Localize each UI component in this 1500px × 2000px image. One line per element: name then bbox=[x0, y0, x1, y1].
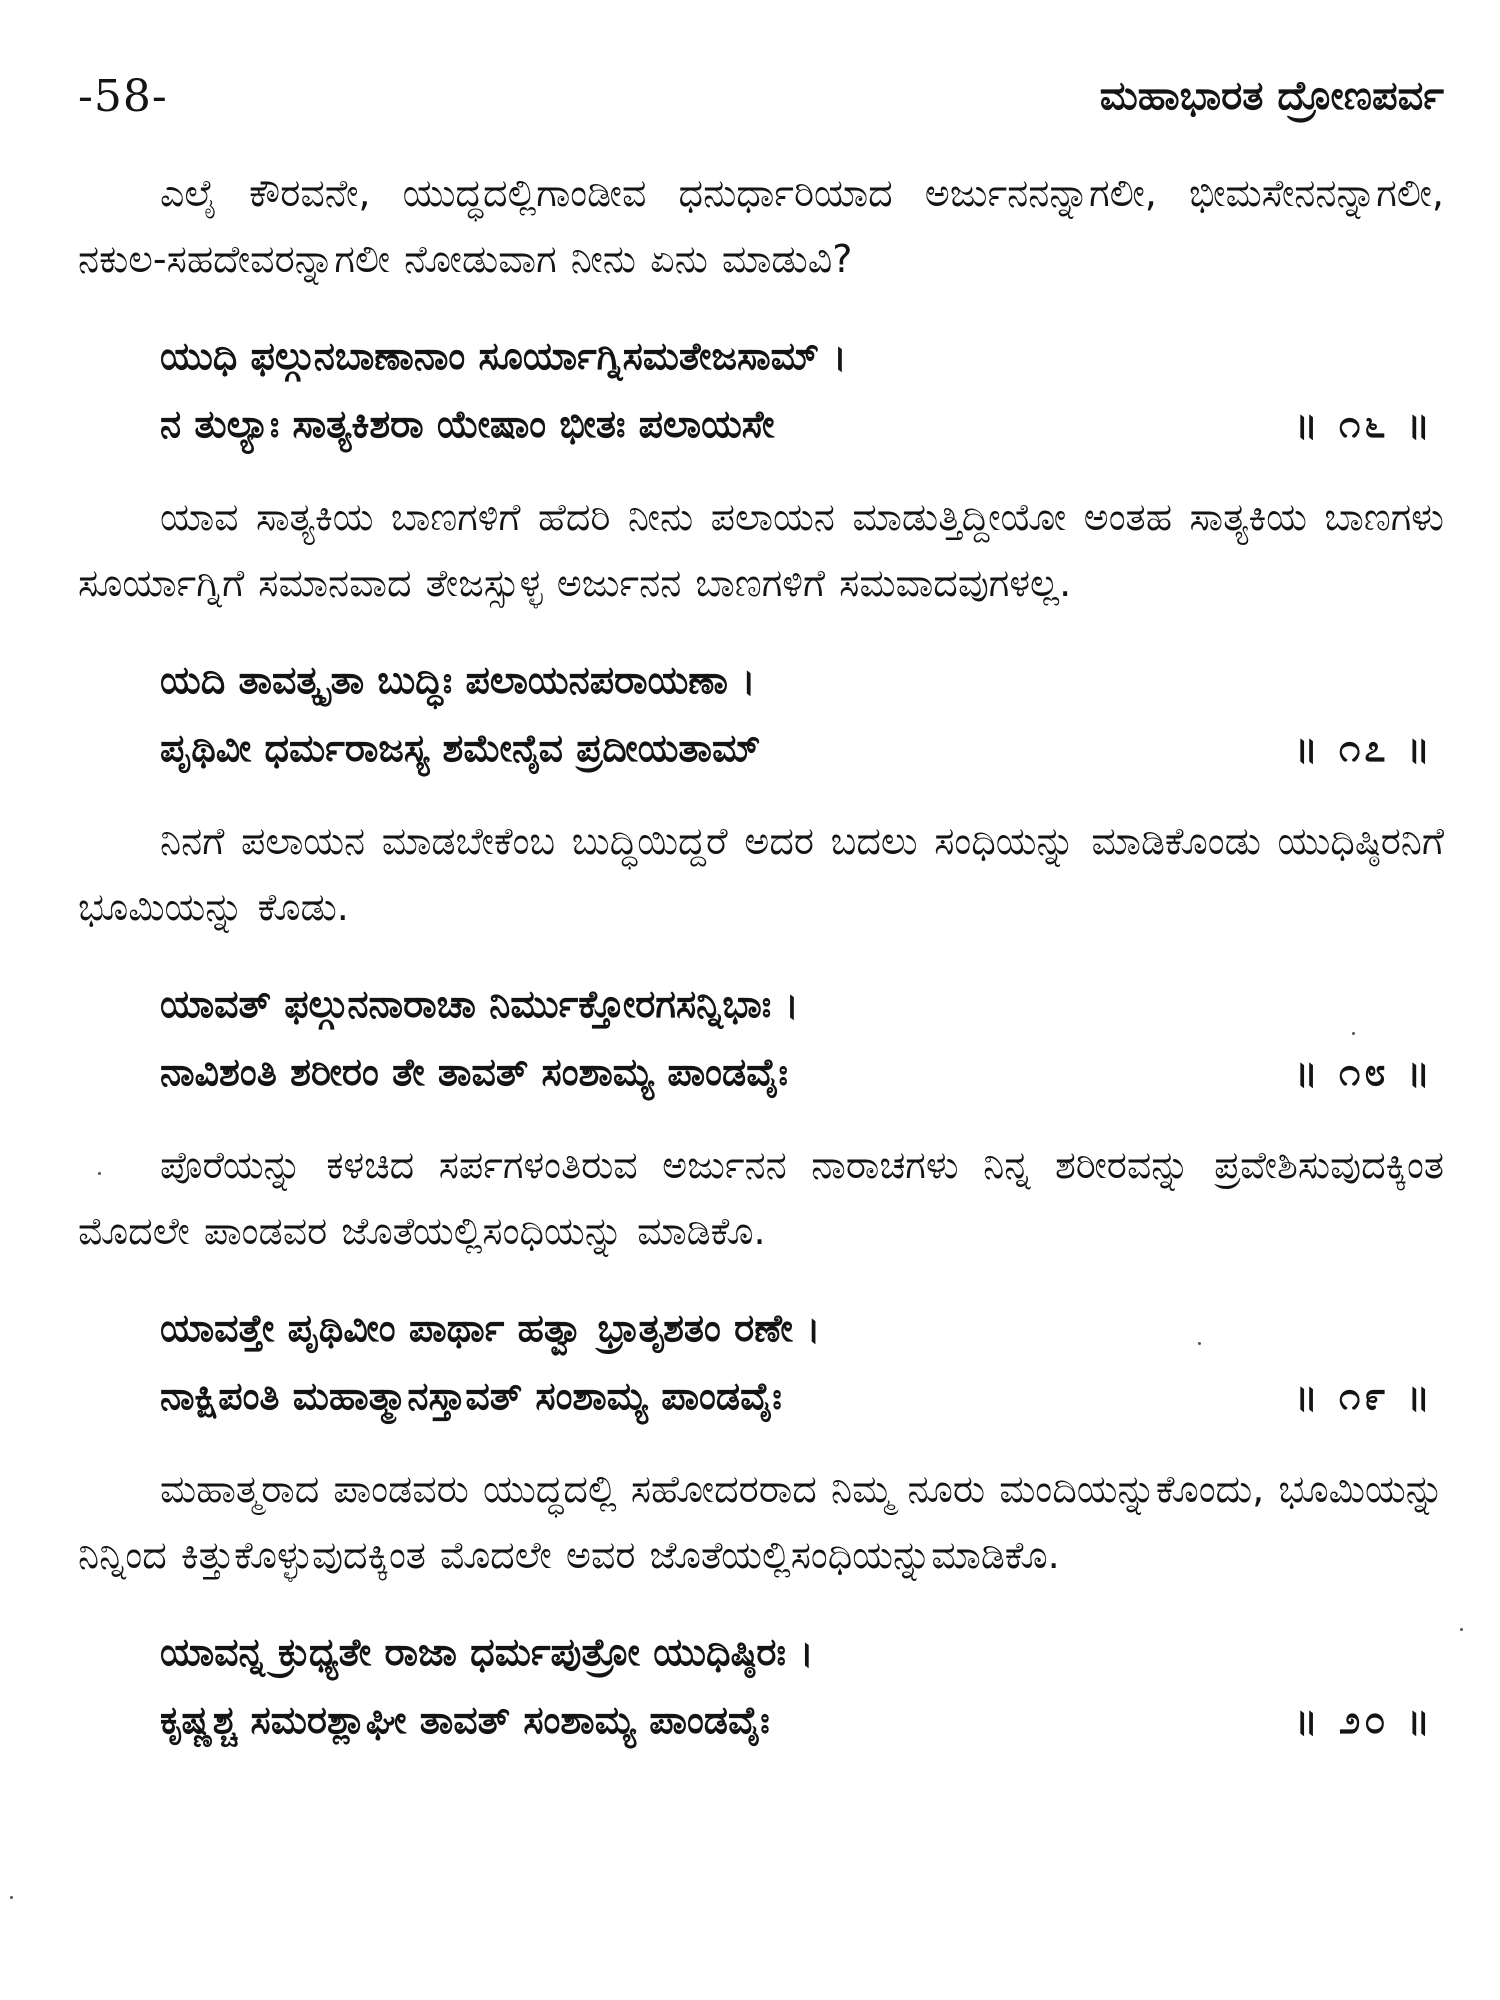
verse-line bbox=[160, 714, 1434, 782]
verse-line-text: ಯಾವನ್ನ ಕ್ರುಧ್ಯತೇ ರಾಜಾ ಧರ್ಮಪುತ್ರೋ ಯುಧಿಷ್ಠಿರಃ । bbox=[160, 1630, 814, 1674]
prose-paragraph: ಪೊರೆಯನ್ನು ಕಳಚಿದ ಸರ್ಪಗಳಂತಿರುವ ಅರ್ಜುನನ ನಾರಾಚಗಳು ನಿನ್ನ ಶರೀರವನ್ನು ಪ್ರವೇಶಿಸುವುದಕ್ಕಿಂತ ಮೊದಲೇ ಪಾಂಡವರ ಜೊತೆಯಲ್ಲಿಸಂಧಿಯನ್ನು ಮಾಡಿಕೊ. bbox=[78, 1143, 1444, 1253]
page-body bbox=[78, 160, 1444, 1780]
scan-speck bbox=[1352, 1032, 1355, 1035]
scan-speck bbox=[386, 1418, 390, 1420]
verse-line bbox=[160, 1038, 1434, 1106]
verse-number: ॥ ೧೮ ॥ bbox=[1294, 1050, 1434, 1094]
verse-line bbox=[160, 646, 1434, 714]
verse-line bbox=[160, 390, 1434, 458]
verse-line bbox=[160, 1618, 1434, 1686]
verse-line-text: ಯಾವತ್ ಫಲ್ಗುನನಾರಾಚಾ ನಿರ್ಮುಕ್ತೋರಗಸನ್ನಿಭಾಃ । bbox=[160, 982, 799, 1026]
verse-17 bbox=[78, 646, 1444, 782]
page-header bbox=[78, 66, 1444, 126]
verse-line-text: ನಾಕ್ಷಿಪಂತಿ ಮಹಾತ್ಮಾನಸ್ತಾವತ್ ಸಂಶಾಮ್ಯ ಪಾಂಡವೈಃ bbox=[160, 1374, 782, 1418]
prose-paragraph: ನಿನಗೆ ಪಲಾಯನ ಮಾಡಬೇಕೆಂಬ ಬುದ್ಧಿಯಿದ್ದರೆ ಅದರ ಬದಲು ಸಂಧಿಯನ್ನು ಮಾಡಿಕೊಂಡು ಯುಧಿಷ್ಠಿರನಿಗೆ ಭೂಮಿಯನ್ನು ಕೊಡು. bbox=[78, 819, 1444, 929]
verse-number: ॥ ೧೬ ॥ bbox=[1294, 402, 1434, 446]
verse-number: ॥ ೧೯ ॥ bbox=[1294, 1374, 1434, 1418]
verse-line-text: ಯುಧಿ ಫಲ್ಗುನಬಾಣಾನಾಂ ಸೂರ್ಯಾಗ್ನಿಸಮತೇಜಸಾಮ್ । bbox=[160, 334, 847, 378]
page-number: -58- bbox=[78, 70, 168, 122]
verse-line bbox=[160, 970, 1434, 1038]
verse-line bbox=[160, 1362, 1434, 1430]
verse-line bbox=[160, 1686, 1434, 1754]
verse-16 bbox=[78, 322, 1444, 458]
verse-line-text: ನಾವಿಶಂತಿ ಶರೀರಂ ತೇ ತಾವತ್ ಸಂಶಾಮ್ಯ ಪಾಂಡವೈಃ bbox=[160, 1050, 788, 1094]
scan-speck bbox=[98, 1172, 101, 1175]
verse-line-text: ಯಾವತ್ತೇ ಪೃಥಿವೀಂ ಪಾರ್ಥಾ ಹತ್ವಾ ಭ್ರಾತೃಶತಂ ರಣೇ । bbox=[160, 1306, 821, 1350]
prose-paragraph: ಮಹಾತ್ಮರಾದ ಪಾಂಡವರು ಯುದ್ಧದಲ್ಲಿ ಸಹೋದರರಾದ ನಿಮ್ಮ ನೂರು ಮಂದಿಯನ್ನುಕೊಂದು, ಭೂಮಿಯನ್ನು ನಿನ್ನಿಂದ ಕಿತ್ತುಕೊಳ್ಳುವುದಕ್ಕಿಂತ ಮೊದಲೇ ಅವರ ಜೊತೆಯಲ್ಲಿಸಂಧಿಯನ್ನುಮಾಡಿಕೊ. bbox=[78, 1467, 1444, 1577]
verse-line bbox=[160, 322, 1434, 390]
verse-line-text: ನ ತುಲ್ಯಾಃ ಸಾತ್ಯಕಿಶರಾ ಯೇಷಾಂ ಭೀತಃ ಪಲಾಯಸೇ bbox=[160, 402, 775, 446]
scan-speck bbox=[1198, 1342, 1201, 1345]
verse-number: ॥ ೨೦ ॥ bbox=[1294, 1698, 1434, 1742]
verse-line-text: ಪೃಥಿವೀ ಧರ್ಮರಾಜಸ್ಯ ಶಮೇನೈವ ಪ್ರದೀಯತಾಮ್ bbox=[160, 726, 761, 770]
prose-paragraph: ಯಾವ ಸಾತ್ಯಕಿಯ ಬಾಣಗಳಿಗೆ ಹೆದರಿ ನೀನು ಪಲಾಯನ ಮಾಡುತ್ತಿದ್ದೀಯೋ ಅಂತಹ ಸಾತ್ಯಕಿಯ ಬಾಣಗಳು ಸೂರ್ಯಾಗ್ನಿಗೆ ಸಮಾನವಾದ ತೇಜಸ್ಸುಳ್ಳ ಅರ್ಜುನನ ಬಾಣಗಳಿಗೆ ಸಮವಾದವುಗಳಲ್ಲ. bbox=[78, 495, 1444, 605]
verse-line-text: ಕೃಷ್ಣಶ್ಚ ಸಮರಶ್ಲಾಘೀ ತಾವತ್ ಸಂಶಾಮ್ಯ ಪಾಂಡವೈಃ bbox=[160, 1698, 770, 1742]
verse-20 bbox=[78, 1618, 1444, 1754]
verse-line bbox=[160, 1294, 1434, 1362]
book-title: ಮಹಾಭಾರತ ದ್ರೋಣಪರ್ವ bbox=[1099, 73, 1444, 119]
verse-18 bbox=[78, 970, 1444, 1106]
verse-number: ॥ ೧೭ ॥ bbox=[1294, 726, 1434, 770]
scan-speck bbox=[1460, 1628, 1463, 1631]
prose-paragraph: ಎಲೈ ಕೌರವನೇ, ಯುದ್ಧದಲ್ಲಿಗಾಂಡೀವ ಧನುರ್ಧಾರಿಯಾದ ಅರ್ಜುನನನ್ನಾಗಲೀ, ಭೀಮಸೇನನನ್ನಾಗಲೀ, ನಕುಲ-ಸಹದೇವರನ್ನಾಗಲೀ ನೋಡುವಾಗ ನೀನು ಏನು ಮಾಡುವಿ? bbox=[78, 171, 1444, 281]
scan-speck bbox=[10, 1896, 13, 1899]
verse-19 bbox=[78, 1294, 1444, 1430]
verse-line-text: ಯದಿ ತಾವತ್ಕೃತಾ ಬುದ್ಧಿಃ ಪಲಾಯನಪರಾಯಣಾ । bbox=[160, 658, 756, 702]
